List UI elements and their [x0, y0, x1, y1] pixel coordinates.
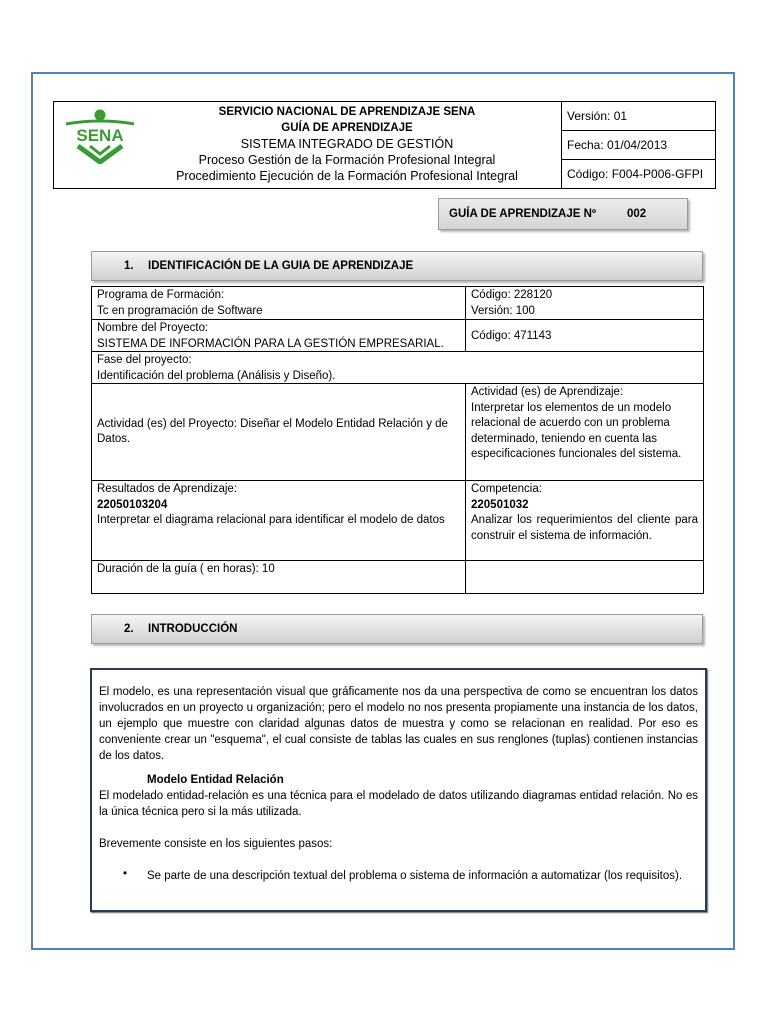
header-date: Fecha: 01/04/2013 — [562, 131, 716, 160]
intro-subtitle: Modelo Entidad Relación — [147, 774, 284, 786]
section-2-number: 2. — [124, 623, 134, 635]
project-activity — [92, 384, 465, 480]
competency-label: Competencia: — [471, 483, 542, 495]
program-version: Versión: 100 — [471, 304, 535, 317]
header-meta — [562, 102, 716, 188]
row-program-meta — [466, 287, 703, 319]
program-value: Tc en programación de Software — [97, 304, 263, 317]
row-project — [92, 320, 465, 351]
competency-value: Analizar los requerimientos del cliente para construir el sistema de información. — [471, 514, 698, 542]
results-label: Resultados de Aprendizaje: — [97, 483, 238, 495]
competency — [466, 481, 703, 560]
header-process: Proceso Gestión de la Formación Profesional Integral — [198, 153, 496, 167]
header-title-block — [54, 102, 562, 188]
header-lines — [134, 104, 560, 184]
bullet-icon: • — [123, 868, 128, 880]
row-phase — [92, 352, 703, 383]
header-version: Versión: 01 — [562, 102, 716, 131]
header-doc-type: GUÍA DE APRENDIZAJE — [281, 122, 413, 134]
learning-activity-value: Interpretar los elementos de un modelo relacional de acuerdo con un problema determinado, teniendo en cuenta las especificaciones funcionales del sistema. — [471, 401, 682, 460]
intro-bullet-item — [99, 868, 698, 884]
project-activity-text: Actividad (es) del Proyecto: Diseñar el Modelo Entidad Relación y de Datos. — [97, 417, 448, 445]
section-2-heading — [91, 614, 703, 644]
identification-table — [91, 286, 704, 594]
phase-value: Identificación del problema (Análisis y Diseño). — [97, 369, 336, 382]
introduction-box — [90, 668, 707, 912]
guide-number-box — [438, 198, 688, 230]
program-label: Programa de Formación: — [97, 289, 225, 301]
row-program — [92, 287, 465, 319]
learning-activity-label: Actividad (es) de Aprendizaje: — [471, 386, 624, 398]
duration-empty-cell — [466, 561, 703, 593]
introduction-content — [99, 684, 698, 884]
results-code: 22050103204 — [97, 498, 168, 511]
header-org: SERVICIO NACIONAL DE APRENDIZAJE SENA — [218, 106, 476, 118]
learning-activity — [466, 384, 703, 480]
duration: Duración de la guía ( en horas): 10 — [97, 563, 275, 575]
section-1-title: IDENTIFICACIÓN DE LA GUIA DE APRENDIZAJE — [148, 260, 414, 272]
phase-label: Fase del proyecto: — [97, 354, 192, 366]
intro-bullet-text: Se parte de una descripción textual del problema o sistema de información a automatizar (los requisitos). — [147, 870, 683, 882]
section-2-title: INTRODUCCIÓN — [148, 623, 238, 635]
learning-results — [92, 481, 465, 560]
intro-paragraph-2: El modelado entidad-relación es una técnica para el modelado de datos utilizando diagramas entidad relación. No es la única técnica pero si la más utilizada. — [99, 790, 698, 818]
section-1-number: 1. — [124, 260, 134, 272]
intro-paragraph-1: El modelo, es una representación visual que gráficamente nos da una perspectiva de como se encuentran los datos involucrados en un proyecto u organización; pero el modelo no nos presenta propiamente una instancia de los datos, un ejemplo que muestre con claridad algunas datos de muestra y como se relacionan en realidad. Por eso es conveniente crear un "esquema", el cual consiste de tablas las cuales en sus renglones (tuplas) contienen instancias de los datos. — [99, 686, 698, 762]
svg-text:SENA: SENA — [76, 126, 124, 145]
results-value: Interpretar el diagrama relacional para identificar el modelo de datos — [97, 514, 445, 526]
section-1-heading — [91, 251, 703, 281]
guide-number-value: 002 — [627, 208, 647, 220]
project-code: Código: 471143 — [471, 330, 552, 342]
intro-paragraph-3: Brevemente consiste en los siguientes pasos: — [99, 838, 333, 850]
header-procedure: Procedimiento Ejecución de la Formación Profesional Integral — [176, 169, 518, 183]
guide-number-label: GUÍA DE APRENDIZAJE Nº — [449, 208, 597, 220]
project-value: SISTEMA DE INFORMACIÓN PARA LA GESTIÓN EMPRESARIAL. — [97, 337, 444, 350]
header-code: Código: F004-P006-GFPI — [567, 167, 704, 181]
project-label: Nombre del Proyecto: — [97, 322, 209, 334]
competency-code: 220501032 — [471, 498, 529, 511]
program-code: Código: 228120 — [471, 289, 553, 301]
sena-logo — [64, 108, 136, 164]
document-header — [53, 101, 716, 189]
header-system: SISTEMA INTEGRADO DE GESTIÓN — [240, 137, 454, 151]
